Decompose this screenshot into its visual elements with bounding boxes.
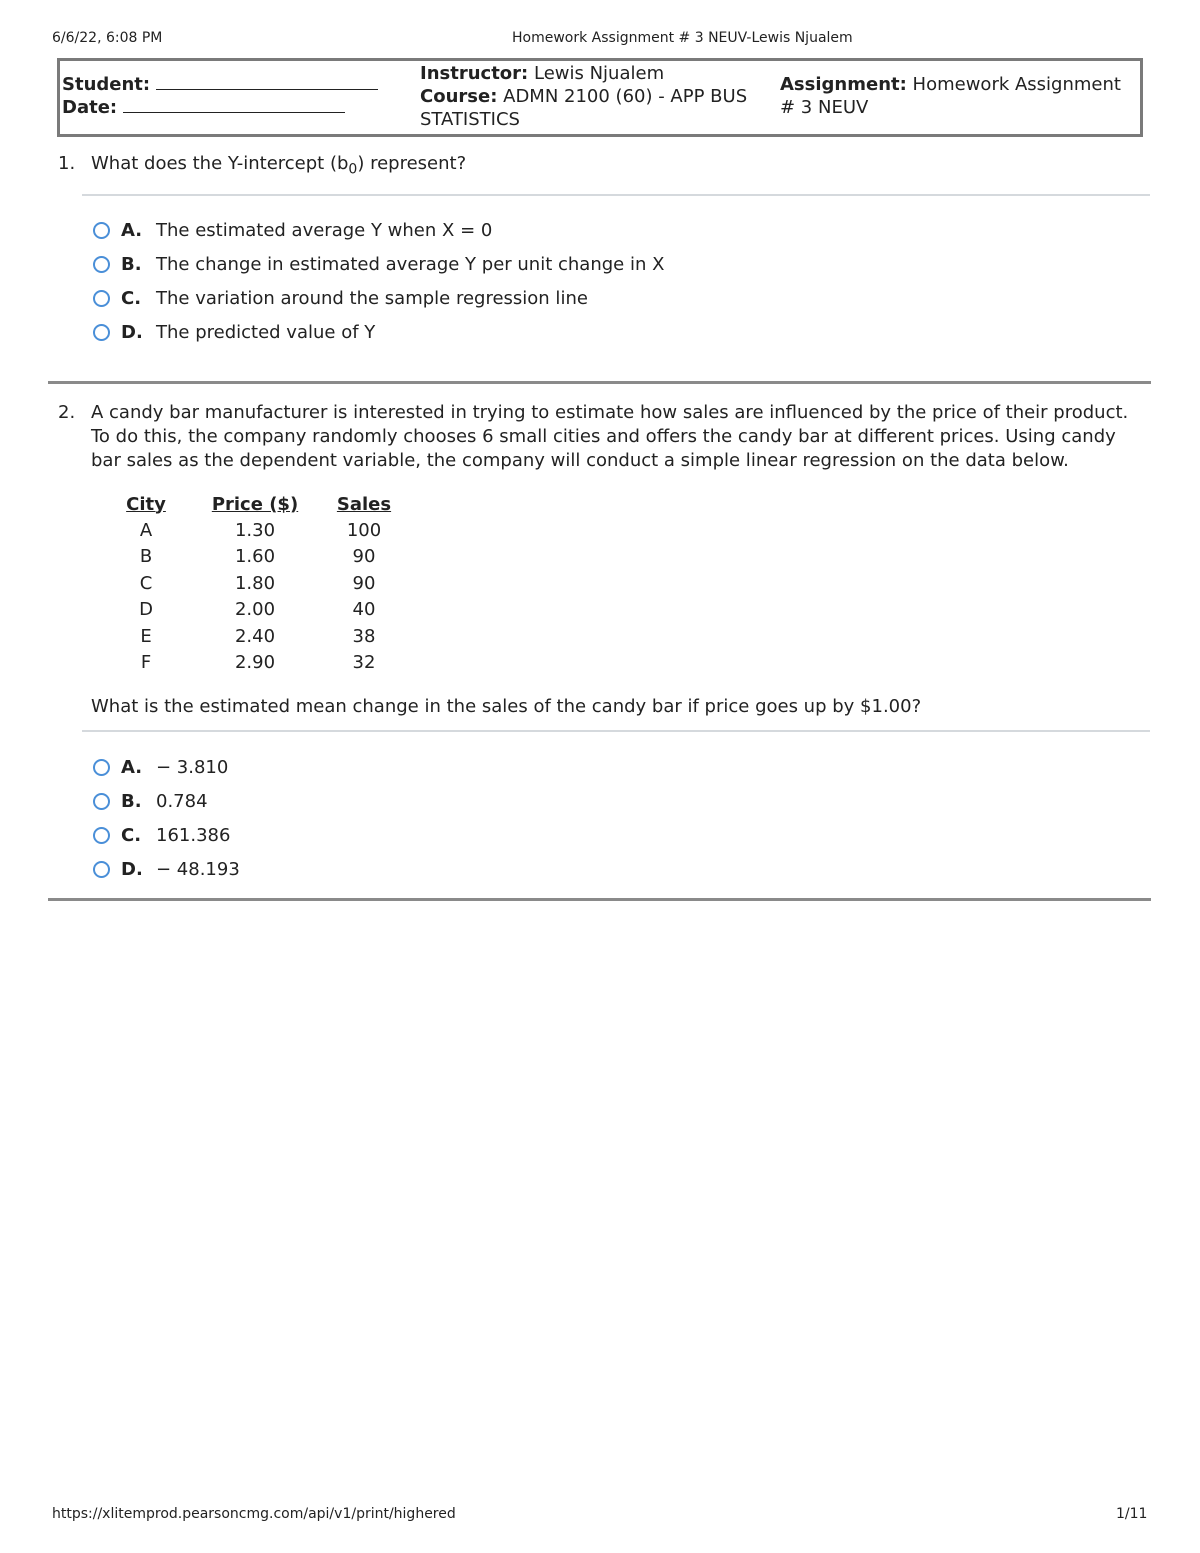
table-cell: E	[140, 625, 152, 647]
course-label: Course:	[420, 86, 498, 107]
option-text: The predicted value of Y	[156, 321, 376, 343]
radio-button[interactable]	[93, 793, 110, 810]
option-text: The estimated average Y when X = 0	[156, 219, 493, 241]
print-title: Homework Assignment # 3 NEUV-Lewis Njualem	[512, 30, 853, 46]
table-row	[106, 597, 404, 624]
q2-option-d[interactable]	[93, 855, 240, 883]
question-2-prompt: What is the estimated mean change in the sales of the candy bar if price goes up by $1.00?	[91, 696, 922, 717]
option-text: The change in estimated average Y per unit change in X	[156, 253, 665, 275]
table-row	[106, 623, 404, 650]
column-header: Price ($)	[211, 493, 299, 515]
question-2-divider	[82, 730, 1150, 732]
radio-button[interactable]	[93, 324, 110, 341]
student-label: Student:	[62, 74, 151, 95]
q1-option-b[interactable]	[93, 250, 664, 278]
q2-option-b[interactable]	[93, 787, 240, 815]
table-cell: 90	[352, 546, 376, 568]
table-cell: 38	[352, 625, 376, 647]
option-letter: C.	[121, 824, 142, 846]
table-cell: 2.00	[234, 599, 276, 621]
question-1-text-part1: What does the Y-intercept (b	[91, 153, 349, 174]
q2-option-a[interactable]	[93, 753, 240, 781]
option-text: The variation around the sample regression line	[156, 287, 588, 309]
q1-option-c[interactable]	[93, 284, 664, 312]
print-datetime: 6/6/22, 6:08 PM	[52, 30, 163, 46]
instructor-value: Lewis Njualem	[533, 63, 665, 84]
table-cell: 40	[352, 599, 376, 621]
table-cell: 2.40	[234, 625, 276, 647]
option-letter: D.	[121, 858, 143, 880]
footer-page-number: 1/11	[1116, 1506, 1148, 1522]
date-field	[62, 96, 345, 119]
option-letter: B.	[121, 253, 142, 275]
radio-button[interactable]	[93, 222, 110, 239]
question-1-number: 1.	[58, 153, 76, 174]
question-2-intro: A candy bar manufacturer is interested in trying to estimate how sales are influenced by the price of their product. To do this, the company randomly chooses 6 small cities and offers the candy bar at different prices. Using candy bar sales as the dependent variable, the company will conduct a simple linear regression on the data below.	[91, 402, 1129, 471]
table-cell: 1.60	[234, 546, 276, 568]
table-row	[106, 544, 404, 571]
question-2-options	[93, 753, 240, 883]
radio-button[interactable]	[93, 759, 110, 776]
table-cell: 32	[352, 652, 376, 674]
table-cell: F	[140, 652, 152, 674]
option-letter: D.	[121, 321, 143, 343]
instructor-course-block	[420, 62, 760, 131]
table-cell: B	[139, 546, 153, 568]
table-row	[106, 517, 404, 544]
table-header-row	[106, 491, 404, 517]
question-1-text-part2: ) represent?	[357, 153, 467, 174]
footer-url: https://xlitemprod.pearsoncmg.com/api/v1/print/highered	[52, 1506, 456, 1522]
assignment-label: Assignment:	[780, 74, 907, 95]
table-cell: D	[139, 599, 153, 621]
assignment-value: Homework Assignment # 3 NEUV	[780, 74, 1121, 118]
assignment-block	[780, 73, 1136, 119]
option-letter: B.	[121, 790, 142, 812]
date-label: Date:	[62, 97, 118, 118]
q1-option-a[interactable]	[93, 216, 664, 244]
option-letter: A.	[121, 219, 143, 241]
question-1-subscript: 0	[348, 161, 358, 178]
option-text: − 48.193	[156, 858, 240, 880]
question-1-text	[91, 152, 466, 182]
option-text: − 3.810	[156, 756, 229, 778]
table-cell: 90	[352, 572, 376, 594]
option-letter: C.	[121, 287, 142, 309]
radio-button[interactable]	[93, 256, 110, 273]
table-row	[106, 570, 404, 597]
table-cell: C	[139, 572, 153, 594]
question-separator	[48, 898, 1151, 901]
data-table	[106, 491, 404, 676]
instructor-label: Instructor:	[420, 63, 529, 84]
table-cell: 100	[346, 519, 382, 541]
student-field	[62, 73, 378, 96]
question-1-options	[93, 216, 664, 346]
table-cell: A	[139, 519, 153, 541]
question-2-number: 2.	[58, 402, 76, 423]
q2-option-c[interactable]	[93, 821, 240, 849]
column-header: City	[126, 493, 166, 515]
table-cell: 1.80	[234, 572, 276, 594]
radio-button[interactable]	[93, 827, 110, 844]
radio-button[interactable]	[93, 861, 110, 878]
date-blank-line	[123, 96, 345, 113]
student-blank-line	[156, 73, 378, 90]
table-row	[106, 650, 404, 677]
option-letter: A.	[121, 756, 143, 778]
radio-button[interactable]	[93, 290, 110, 307]
q1-option-d[interactable]	[93, 318, 664, 346]
column-header: Sales	[336, 493, 392, 515]
option-text: 0.784	[156, 790, 208, 812]
question-separator	[48, 381, 1151, 384]
question-1-divider	[82, 194, 1150, 196]
course-value: ADMN 2100 (60) - APP BUS STATISTICS	[420, 86, 748, 130]
table-cell: 2.90	[234, 652, 276, 674]
option-text: 161.386	[156, 824, 231, 846]
table-cell: 1.30	[234, 519, 276, 541]
